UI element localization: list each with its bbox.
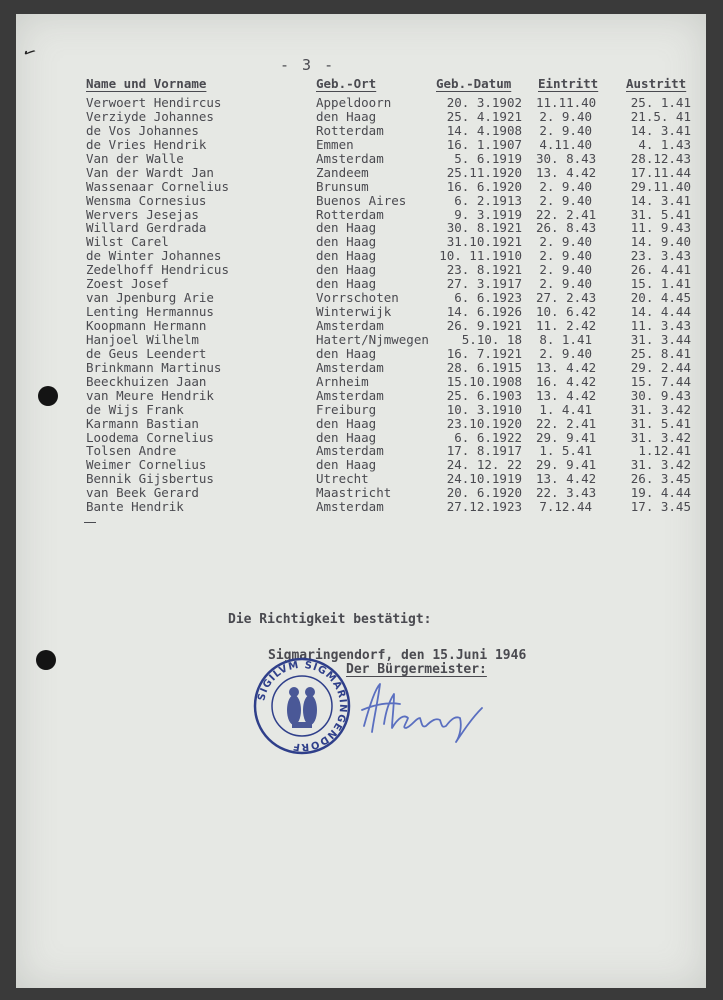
cell-austritt: 20. 4.45 — [630, 290, 691, 306]
table-row — [86, 305, 696, 319]
table-row — [86, 333, 696, 347]
cell-ort: Arnheim — [316, 373, 369, 389]
cell-ort: den Haag — [316, 429, 377, 445]
table-row — [86, 500, 696, 514]
cell-name: Karmann Bastian — [86, 415, 199, 431]
table-row — [86, 319, 696, 333]
cell-ort: Amsterdam — [316, 387, 384, 403]
cell-name: van Jpenburg Arie — [86, 290, 214, 306]
cell-datum: 14. 6.1926 — [446, 304, 522, 320]
cell-austritt: 4. 1.43 — [638, 136, 691, 152]
cell-eintritt: 2. 9.40 — [539, 178, 592, 194]
cell-name: de Winter Johannes — [86, 248, 222, 264]
header-austritt: Austritt — [626, 76, 687, 91]
cell-eintritt: 8. 1.41 — [539, 331, 592, 347]
header-datum: Geb.-Datum — [436, 76, 512, 91]
cell-datum: 9. 3.1919 — [454, 206, 522, 222]
cell-name: Koopmann Hermann — [86, 318, 207, 333]
cell-name: Weimer Cornelius — [86, 457, 207, 473]
cell-ort: Vorrschoten — [316, 290, 399, 306]
cell-austritt: 21.5. 41 — [630, 108, 691, 124]
table-row — [86, 194, 696, 208]
cell-datum: 25. 4.1921 — [446, 108, 522, 124]
cell-austritt: 14. 3.41 — [630, 122, 691, 138]
cell-name: Zedelhoff Hendricus — [86, 262, 229, 278]
cell-name: van Meure Hendrik — [86, 387, 214, 403]
page-number: - 3 - — [280, 56, 336, 74]
cell-ort: Appeldoorn — [316, 95, 392, 110]
cell-austritt: 28.12.43 — [630, 150, 691, 166]
cell-austritt: 26. 4.41 — [630, 262, 691, 278]
table-row — [86, 138, 696, 152]
cell-datum: 6. 6.1922 — [454, 429, 522, 445]
cell-eintritt: 2. 9.40 — [539, 276, 592, 292]
header-name: Name und Vorname — [86, 76, 207, 91]
cell-eintritt: 11.11.40 — [536, 95, 597, 110]
cell-datum: 27.12.1923 — [446, 499, 522, 515]
cell-datum: 10. 3.1910 — [446, 401, 522, 417]
cell-name: Wassenaar Cornelius — [86, 178, 229, 194]
cell-name: Lenting Hermannus — [86, 304, 214, 320]
cell-datum: 24.10.1919 — [446, 471, 522, 487]
cell-austritt: 31. 3.44 — [630, 331, 691, 347]
cell-ort: den Haag — [316, 108, 377, 124]
cell-datum: 16. 6.1920 — [446, 178, 522, 194]
cell-austritt: 31. 3.42 — [630, 401, 691, 417]
cell-datum: 26. 9.1921 — [446, 318, 522, 333]
cell-name: Willard Gerdrada — [86, 220, 207, 236]
table-row — [86, 249, 696, 263]
cell-austritt: 26. 3.45 — [630, 471, 691, 487]
header-eintritt: Eintritt — [538, 76, 599, 91]
punch-hole-bottom — [36, 650, 56, 670]
cell-datum: 30. 8.1921 — [446, 220, 522, 236]
cell-austritt: 30. 9.43 — [630, 387, 691, 403]
table-row — [86, 389, 696, 403]
cell-ort: Rotterdam — [316, 206, 384, 222]
cell-eintritt: 26. 8.43 — [536, 220, 597, 236]
cell-ort: den Haag — [316, 220, 377, 236]
cell-datum: 14. 4.1908 — [446, 122, 522, 138]
cell-austritt: 25. 8.41 — [630, 345, 691, 361]
cell-austritt: 31. 3.42 — [630, 457, 691, 473]
cell-austritt: 14. 3.41 — [630, 192, 691, 208]
table-row — [86, 375, 696, 389]
cell-austritt: 15. 7.44 — [630, 373, 691, 389]
cell-ort: Amsterdam — [316, 499, 384, 515]
cell-name: van Beek Gerard — [86, 485, 199, 501]
cell-ort: Utrecht — [316, 471, 369, 487]
cell-eintritt: 13. 4.42 — [536, 387, 597, 403]
cell-name: de Geus Leendert — [86, 345, 207, 361]
cell-datum: 6. 2.1913 — [454, 192, 522, 208]
cell-name: Van der Walle — [86, 150, 184, 166]
cell-datum: 28. 6.1915 — [446, 359, 522, 375]
cell-ort: den Haag — [316, 248, 377, 264]
table-row — [86, 124, 696, 138]
cell-eintritt: 2. 9.40 — [539, 262, 592, 278]
cell-datum: 31.10.1921 — [446, 234, 522, 250]
cell-ort: Rotterdam — [316, 122, 384, 138]
cell-eintritt: 2. 9.40 — [539, 345, 592, 361]
cell-datum: 15.10.1908 — [446, 373, 522, 389]
cell-austritt: 31. 5.41 — [630, 206, 691, 222]
cell-eintritt: 1. 4.41 — [539, 401, 592, 417]
cell-name: de Vos Johannes — [86, 122, 199, 138]
cell-name: Wensma Cornesius — [86, 192, 207, 208]
table-row — [86, 235, 696, 249]
punch-hole-top — [38, 386, 58, 406]
cell-ort: den Haag — [316, 345, 377, 361]
cell-eintritt: 1. 5.41 — [539, 443, 592, 459]
table-row — [86, 110, 696, 124]
mayor-signature — [356, 674, 496, 744]
cell-austritt: 1.12.41 — [638, 443, 691, 459]
cell-austritt: 17. 3.45 — [630, 499, 691, 515]
header-ort: Geb.-Ort — [316, 76, 377, 91]
cell-name: Beeckhuizen Jaan — [86, 373, 207, 389]
cell-name: Zoest Josef — [86, 276, 169, 292]
cell-ort: Amsterdam — [316, 150, 384, 166]
table-row — [86, 458, 696, 472]
cell-ort: den Haag — [316, 457, 377, 473]
table-body — [86, 96, 696, 514]
cell-name: Tolsen Andre — [86, 443, 177, 459]
table-row — [86, 347, 696, 361]
cell-datum: 24. 12. 22 — [446, 457, 522, 473]
cell-eintritt: 4.11.40 — [539, 136, 592, 152]
mayor-title: Der Bürgermeister: — [346, 662, 487, 677]
cell-ort: Buenos Aires — [316, 192, 407, 208]
cell-name: Loodema Cornelius — [86, 429, 214, 445]
cell-datum: 25. 6.1903 — [446, 387, 522, 403]
table-row — [86, 221, 696, 235]
cell-eintritt: 22. 2.41 — [536, 206, 597, 222]
table-header — [86, 76, 696, 92]
table-row — [86, 486, 696, 500]
cell-name: Wilst Carel — [86, 234, 169, 250]
cell-austritt: 15. 1.41 — [630, 276, 691, 292]
cell-datum: 6. 6.1923 — [454, 290, 522, 306]
table-row — [86, 180, 696, 194]
cell-datum: 10. 11.1910 — [439, 248, 522, 264]
table-row — [86, 417, 696, 431]
svg-text:SIGILVM SIGMARINGENDORF: SIGILVM SIGMARINGENDORF — [256, 659, 349, 753]
cell-ort: Freiburg — [316, 401, 377, 417]
cell-austritt: 29. 2.44 — [630, 359, 691, 375]
table-row — [86, 208, 696, 222]
cell-eintritt: 27. 2.43 — [536, 290, 597, 306]
cell-eintritt: 2. 9.40 — [539, 192, 592, 208]
cell-ort: Winterwijk — [316, 304, 392, 320]
cell-austritt: 31. 3.42 — [630, 429, 691, 445]
cell-eintritt: 13. 4.42 — [536, 471, 597, 487]
table-row — [86, 403, 696, 417]
cell-datum: 17. 8.1917 — [446, 443, 522, 459]
table-row — [86, 166, 696, 180]
cell-name: de Wijs Frank — [86, 401, 184, 417]
cell-austritt: 23. 3.43 — [630, 248, 691, 264]
cell-ort: Amsterdam — [316, 359, 384, 375]
cell-datum: 5.10. 18 — [461, 331, 522, 347]
table-row — [86, 361, 696, 375]
cell-austritt: 19. 4.44 — [630, 485, 691, 501]
cell-austritt: 31. 5.41 — [630, 415, 691, 431]
cell-austritt: 14. 4.44 — [630, 304, 691, 320]
table-row — [86, 263, 696, 277]
cell-eintritt: 30. 8.43 — [536, 150, 597, 166]
cell-eintritt: 2. 9.40 — [539, 248, 592, 264]
cell-eintritt: 10. 6.42 — [536, 304, 597, 320]
table-row — [86, 431, 696, 445]
cell-datum: 16. 1.1907 — [446, 136, 522, 152]
cell-austritt: 14. 9.40 — [630, 234, 691, 250]
cell-austritt: 25. 1.41 — [630, 95, 691, 110]
cell-austritt: 29.11.40 — [630, 178, 691, 194]
cell-datum: 23.10.1920 — [446, 415, 522, 431]
cell-eintritt: 2. 9.40 — [539, 108, 592, 124]
cell-austritt: 17.11.44 — [630, 164, 691, 180]
end-dash — [84, 522, 96, 523]
cell-datum: 5. 6.1919 — [454, 150, 522, 166]
table-row — [86, 444, 696, 458]
cell-ort: Zandeem — [316, 164, 369, 180]
table-row — [86, 291, 696, 305]
table-row — [86, 472, 696, 486]
cell-name: Verwoert Hendircus — [86, 95, 222, 110]
cell-name: Bante Hendrik — [86, 499, 184, 515]
cell-eintritt: 29. 9.41 — [536, 457, 597, 473]
cell-ort: den Haag — [316, 262, 377, 278]
cell-eintritt: 2. 9.40 — [539, 122, 592, 138]
cell-name: Van der Wardt Jan — [86, 164, 214, 180]
cell-ort: Hatert/Njmwegen — [316, 331, 429, 347]
official-seal-icon — [252, 656, 352, 756]
cell-datum: 16. 7.1921 — [446, 345, 522, 361]
cell-name: de Vries Hendrik — [86, 136, 207, 152]
cell-austritt: 11. 9.43 — [630, 220, 691, 236]
document-page — [16, 14, 706, 988]
cell-eintritt: 22. 3.43 — [536, 485, 597, 501]
cell-ort: Emmen — [316, 136, 354, 152]
cell-ort: Brunsum — [316, 178, 369, 194]
cell-name: Hanjoel Wilhelm — [86, 331, 199, 347]
cell-name: Bennik Gijsbertus — [86, 471, 214, 487]
cell-eintritt: 2. 9.40 — [539, 234, 592, 250]
cell-datum: 27. 3.1917 — [446, 276, 522, 292]
cell-ort: Amsterdam — [316, 318, 384, 333]
cell-eintritt: 16. 4.42 — [536, 373, 597, 389]
tick-mark-icon: ✓ — [18, 40, 40, 65]
cell-eintritt: 11. 2.42 — [536, 318, 597, 333]
cell-austritt: 11. 3.43 — [630, 318, 691, 333]
cell-ort: Amsterdam — [316, 443, 384, 459]
cell-datum: 20. 3.1902 — [446, 95, 522, 110]
confirmation-text: Die Richtigkeit bestätigt: — [228, 612, 432, 627]
table-row — [86, 96, 696, 110]
cell-eintritt: 29. 9.41 — [536, 429, 597, 445]
place-date: Sigmaringendorf, den 15.Juni 1946 — [268, 648, 527, 663]
cell-name: Verziyde Johannes — [86, 108, 214, 124]
cell-eintritt: 13. 4.42 — [536, 164, 597, 180]
cell-eintritt: 13. 4.42 — [536, 359, 597, 375]
cell-eintritt: 7.12.44 — [539, 499, 592, 515]
cell-datum: 25.11.1920 — [446, 164, 522, 180]
table-row — [86, 277, 696, 291]
table-row — [86, 152, 696, 166]
cell-name: Wervers Jesejas — [86, 206, 199, 222]
cell-ort: den Haag — [316, 276, 377, 292]
cell-eintritt: 22. 2.41 — [536, 415, 597, 431]
cell-datum: 20. 6.1920 — [446, 485, 522, 501]
cell-name: Brinkmann Martinus — [86, 359, 222, 375]
cell-ort: Maastricht — [316, 485, 392, 501]
cell-ort: den Haag — [316, 234, 377, 250]
cell-ort: den Haag — [316, 415, 377, 431]
cell-datum: 23. 8.1921 — [446, 262, 522, 278]
